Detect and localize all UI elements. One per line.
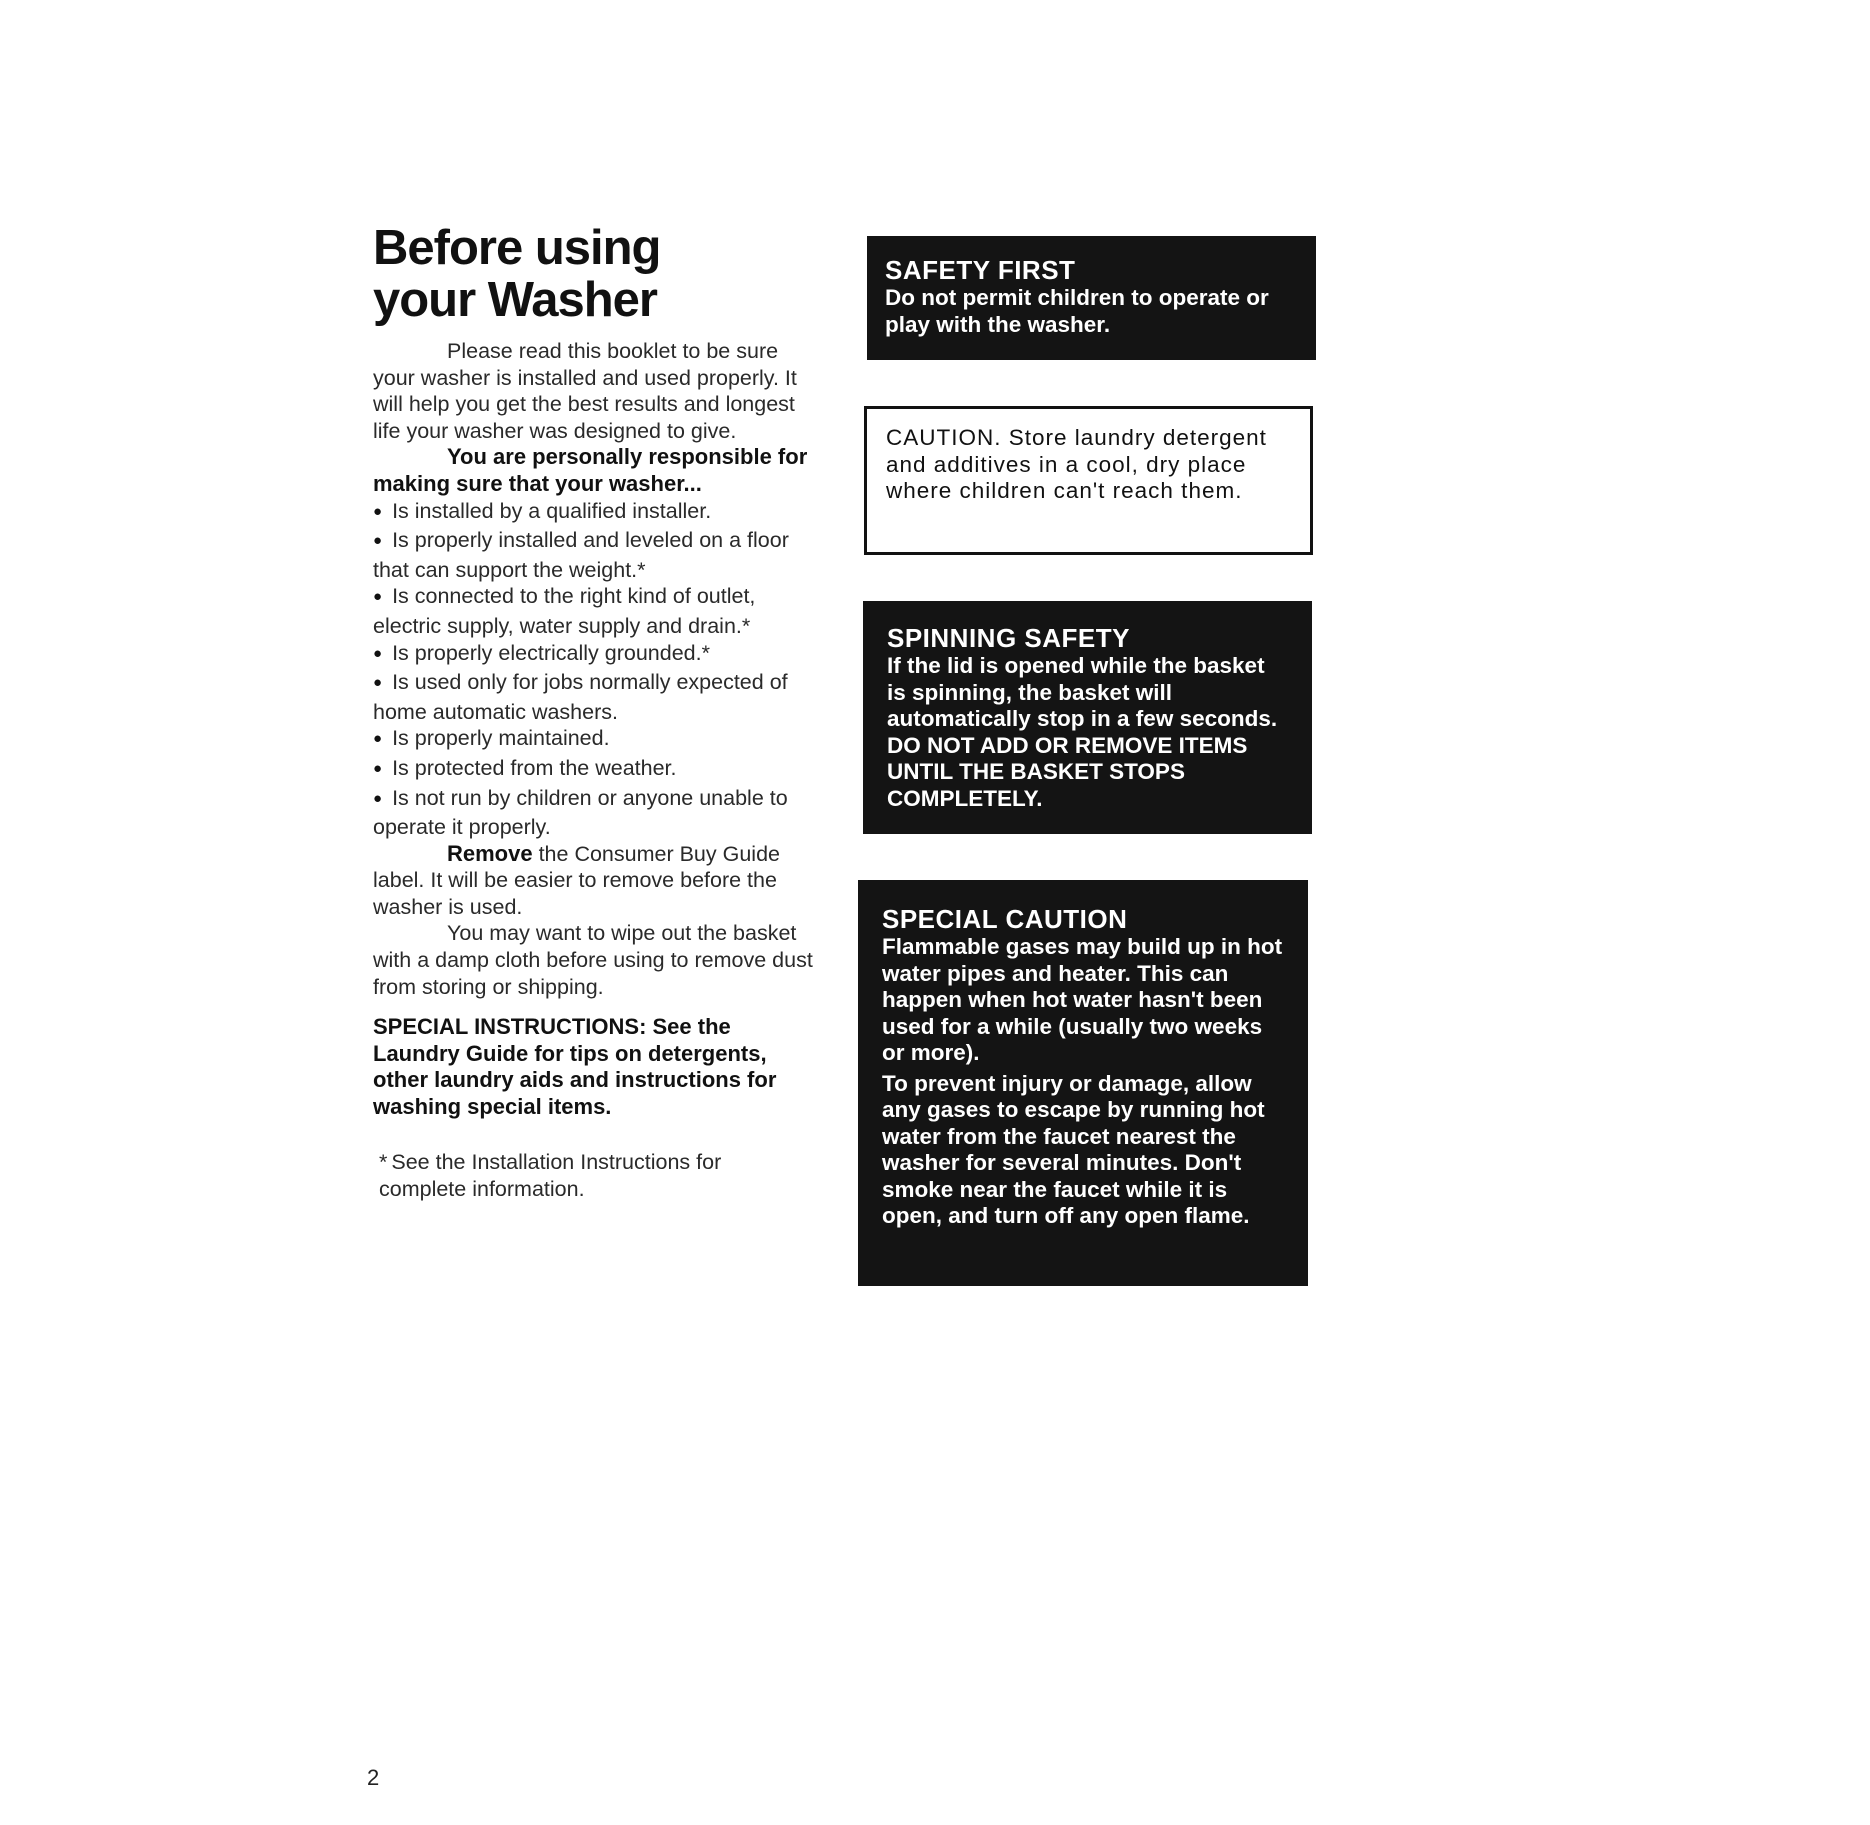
spinning-safety-title: SPINNING SAFETY — [887, 623, 1130, 653]
special-caution-para1: Flammable gases may build up in hot water pipes and heater. This can happen when hot water hasn't been used for a while (usually two weeks or more). — [882, 934, 1283, 1065]
spinning-safety-emphasis: DO NOT ADD OR REMOVE ITEMS UNTIL THE BASKET STOPS COMPLETELY. — [887, 732, 1248, 811]
safety-first-box — [867, 236, 1316, 360]
caution-text: CAUTION. Store laundry detergent and additives in a cool, dry place where children can't reach them. — [886, 425, 1267, 503]
list-item: ● Is connected to the right kind of outlet, electric supply, water supply and drain.* — [373, 583, 813, 639]
list-item: ● Is installed by a qualified installer. — [373, 498, 813, 528]
page-title — [373, 222, 813, 326]
requirements-list — [373, 498, 813, 841]
list-item: ● Is protected from the weather. — [373, 755, 813, 785]
remove-label: Remove — [447, 840, 533, 866]
remove-text: the Consumer Buy Guide label. It will be easier to remove before the washer is used. — [373, 841, 780, 919]
special-instructions: SPECIAL INSTRUCTIONS: See the Laundry Guide for tips on detergents, other laundry aids and instructions for washing special items. — [373, 1014, 777, 1120]
wipe-paragraph: You may want to wipe out the basket with a damp cloth before using to remove dust from storing or shipping. — [373, 921, 813, 999]
remove-paragraph — [373, 841, 813, 921]
intro-paragraph: Please read this booklet to be sure your washer is installed and used properly. It will help you get the best results and longest life your washer was designed to give. — [373, 339, 797, 443]
page-title-line1: Before using — [373, 221, 661, 275]
list-item: ● Is properly installed and leveled on a floor that can support the weight.* — [373, 527, 813, 583]
left-column — [373, 222, 813, 1203]
special-caution-title: SPECIAL CAUTION — [882, 904, 1128, 934]
responsible-heading: You are personally responsible for making sure that your washer... — [373, 444, 808, 496]
list-item: ● Is used only for jobs normally expected of home automatic washers. — [373, 669, 813, 725]
safety-first-body: Do not permit children to operate or play with the washer. — [885, 285, 1269, 337]
list-item: ● Is not run by children or anyone unable to operate it properly. — [373, 785, 813, 841]
footnote — [373, 1149, 813, 1203]
spinning-safety-box — [863, 601, 1312, 834]
safety-first-title: SAFETY FIRST — [885, 255, 1076, 285]
spinning-safety-text — [887, 653, 1288, 812]
special-caution-para2: To prevent injury or damage, allow any gases to escape by running hot water from the faucet nearest the washer for several minutes. Don't smoke near the faucet while it is open, and turn off any open flame. — [882, 1070, 1265, 1228]
list-item: ● Is properly maintained. — [373, 725, 813, 755]
footnote-mark: * — [379, 1149, 388, 1174]
special-caution-box — [858, 880, 1308, 1286]
caution-box — [864, 406, 1313, 555]
list-item: ● Is properly electrically grounded.* — [373, 640, 813, 670]
page-title-line2: your Washer — [373, 273, 657, 327]
page-number: 2 — [367, 1765, 380, 1790]
spinning-safety-body: If the lid is opened while the basket is spinning, the basket will automatically stop in a few seconds. — [887, 653, 1278, 731]
footnote-text: See the Installation Instructions for complete information. — [379, 1149, 722, 1201]
